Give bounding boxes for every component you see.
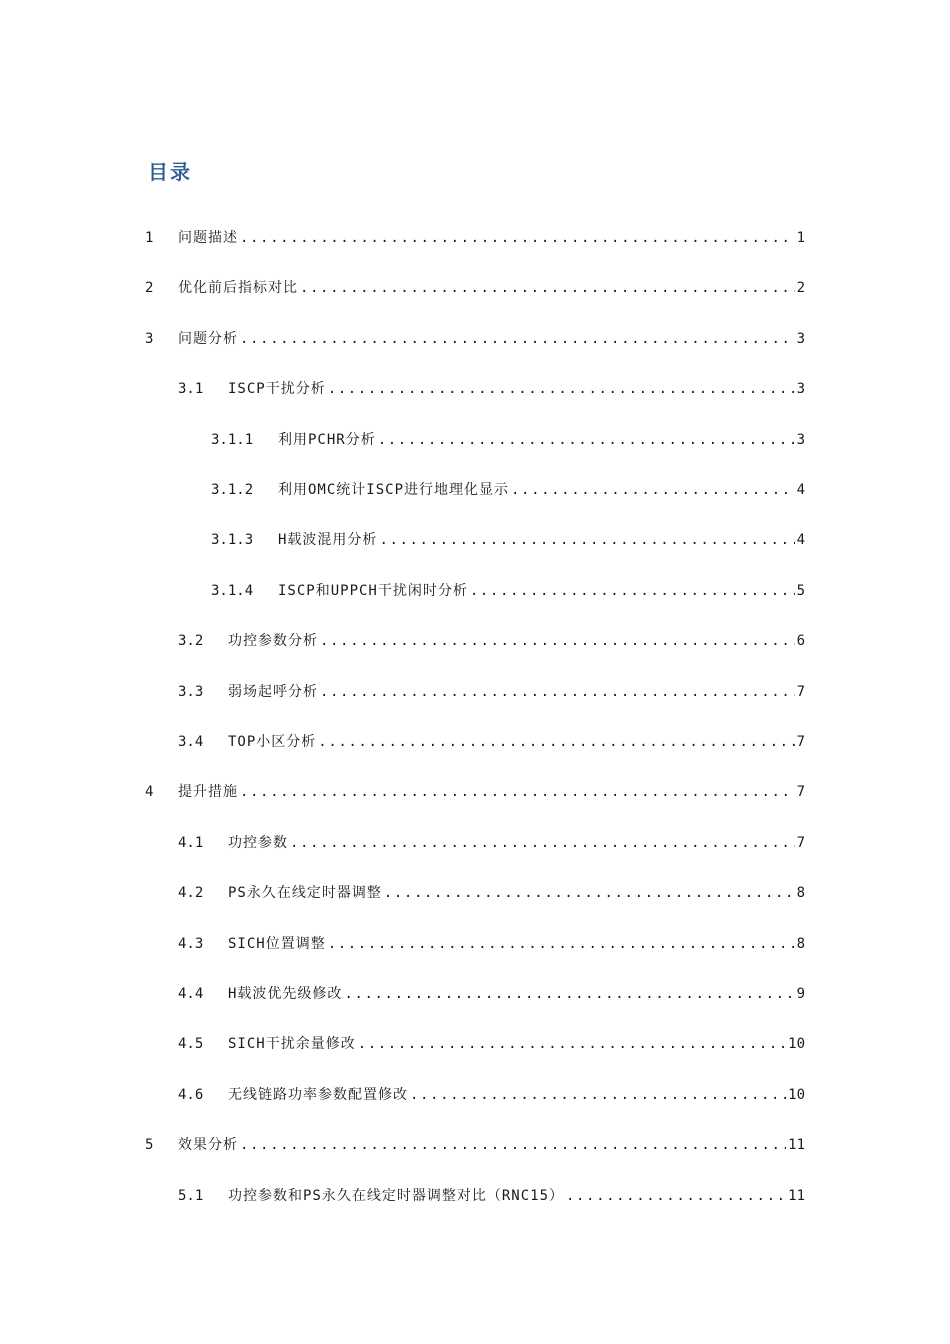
toc-entry-page-number: 7 xyxy=(796,734,805,750)
toc-entry-page-number: 3 xyxy=(796,331,805,347)
toc-entry-title: 问题描述 xyxy=(178,230,238,246)
toc-dot-leader xyxy=(240,228,795,248)
toc-entry[interactable] xyxy=(211,528,805,550)
toc-entry-number: 4.1 xyxy=(178,835,204,851)
toc-entry-number: 3.1.2 xyxy=(211,482,254,498)
toc-entry-number: 3 xyxy=(145,331,154,347)
toc-entry-page-number: 10 xyxy=(788,1036,805,1052)
toc-entry-page-number: 8 xyxy=(796,885,805,901)
toc-entry-title: ISCP干扰分析 xyxy=(228,381,326,397)
toc-entry[interactable] xyxy=(211,478,805,500)
toc-entry-number: 3.4 xyxy=(178,734,204,750)
toc-entry[interactable] xyxy=(178,1032,805,1054)
toc-entry[interactable] xyxy=(178,377,805,399)
toc-entry-page-number: 11 xyxy=(788,1188,805,1204)
toc-title: 目录 xyxy=(148,160,192,184)
toc-entry[interactable] xyxy=(211,428,805,450)
toc-entry-title: 功控参数 xyxy=(228,835,288,851)
toc-dot-leader xyxy=(300,278,795,298)
toc-entry-number: 4 xyxy=(145,784,154,800)
toc-entry[interactable] xyxy=(178,629,805,651)
toc-entry-title: 功控参数分析 xyxy=(228,633,318,649)
toc-dot-leader xyxy=(318,732,794,752)
toc-entry-page-number: 6 xyxy=(796,633,805,649)
toc-entry-number: 4.2 xyxy=(178,885,204,901)
toc-entry-title: 无线链路功率参数配置修改 xyxy=(228,1087,408,1103)
toc-dot-leader xyxy=(379,530,794,550)
toc-entry-page-number: 5 xyxy=(796,583,805,599)
toc-entry-page-number: 7 xyxy=(796,784,805,800)
toc-entry[interactable] xyxy=(145,327,805,349)
toc-entry-number: 4.6 xyxy=(178,1087,204,1103)
toc-entry[interactable] xyxy=(145,276,805,298)
toc-entry-title: H载波优先级修改 xyxy=(228,986,343,1002)
toc-entry-page-number: 3 xyxy=(796,432,805,448)
toc-entry-page-number: 1 xyxy=(796,230,805,246)
toc-dot-leader xyxy=(328,934,795,954)
toc-entry-page-number: 10 xyxy=(788,1087,805,1103)
toc-entry-title: TOP小区分析 xyxy=(228,734,317,750)
toc-dot-leader xyxy=(511,480,795,500)
toc-entry-title: PS永久在线定时器调整 xyxy=(228,885,382,901)
toc-dot-leader xyxy=(290,833,795,853)
toc-entry-page-number: 3 xyxy=(796,381,805,397)
toc-dot-leader xyxy=(344,984,794,1004)
toc-entry-title: 利用PCHR分析 xyxy=(278,432,376,448)
toc-entry-number: 3.2 xyxy=(178,633,204,649)
toc-entry-number: 4.3 xyxy=(178,936,204,952)
toc-entry-title: SICH干扰余量修改 xyxy=(228,1036,356,1052)
toc-entry[interactable] xyxy=(178,881,805,903)
toc-entry-title: 问题分析 xyxy=(178,331,238,347)
toc-entry-title: ISCP和UPPCH干扰闲时分析 xyxy=(278,583,468,599)
toc-entry-number: 5 xyxy=(145,1137,154,1153)
toc-entry[interactable] xyxy=(178,1083,805,1105)
toc-entry[interactable] xyxy=(178,831,805,853)
toc-entry-title: 功控参数和PS永久在线定时器调整对比（RNC15） xyxy=(228,1188,564,1204)
toc-dot-leader xyxy=(240,329,795,349)
toc-entry-page-number: 7 xyxy=(796,684,805,700)
toc-entry-number: 3.1.1 xyxy=(211,432,254,448)
toc-dot-leader xyxy=(566,1186,786,1206)
toc-entry-title: H载波混用分析 xyxy=(278,532,378,548)
toc-dot-leader xyxy=(410,1085,786,1105)
toc-entry-number: 1 xyxy=(145,230,154,246)
toc-entry[interactable] xyxy=(178,1184,805,1206)
toc-entry-page-number: 4 xyxy=(796,482,805,498)
toc-entry-number: 3.3 xyxy=(178,684,204,700)
toc-dot-leader xyxy=(240,782,795,802)
toc-entry-number: 3.1.3 xyxy=(211,532,254,548)
toc-entry-number: 3.1.4 xyxy=(211,583,254,599)
toc-dot-leader xyxy=(320,631,795,651)
toc-entry-title: 提升措施 xyxy=(178,784,238,800)
toc-entry[interactable] xyxy=(178,982,805,1004)
toc-dot-leader xyxy=(384,883,795,903)
toc-entry[interactable] xyxy=(178,730,805,752)
toc-entry[interactable] xyxy=(145,780,805,802)
toc-entry-title: 优化前后指标对比 xyxy=(178,280,298,296)
toc-dot-leader xyxy=(358,1034,786,1054)
toc-entry-number: 2 xyxy=(145,280,154,296)
toc-entry-number: 5.1 xyxy=(178,1188,204,1204)
toc-entry[interactable] xyxy=(178,932,805,954)
toc-entry-page-number: 11 xyxy=(788,1137,805,1153)
toc-entry-page-number: 2 xyxy=(796,280,805,296)
toc-dot-leader xyxy=(240,1135,786,1155)
toc-entry[interactable] xyxy=(145,226,805,248)
toc-entry-number: 4.5 xyxy=(178,1036,204,1052)
toc-entry-number: 4.4 xyxy=(178,986,204,1002)
toc-entry[interactable] xyxy=(145,1133,805,1155)
toc-entry-page-number: 8 xyxy=(796,936,805,952)
toc-entry-title: 效果分析 xyxy=(178,1137,238,1153)
toc-entry-page-number: 9 xyxy=(796,986,805,1002)
toc-entry[interactable] xyxy=(178,680,805,702)
toc-entry[interactable] xyxy=(211,579,805,601)
toc-entry-title: 弱场起呼分析 xyxy=(228,684,318,700)
toc-dot-leader xyxy=(320,682,795,702)
toc-dot-leader xyxy=(378,430,795,450)
toc-entry-title: 利用OMC统计ISCP进行地理化显示 xyxy=(278,482,510,498)
toc-dot-leader xyxy=(328,379,795,399)
toc-entry-title: SICH位置调整 xyxy=(228,936,326,952)
toc-entry-page-number: 4 xyxy=(796,532,805,548)
toc-entry-page-number: 7 xyxy=(796,835,805,851)
toc-entry-number: 3.1 xyxy=(178,381,204,397)
toc-dot-leader xyxy=(470,581,795,601)
